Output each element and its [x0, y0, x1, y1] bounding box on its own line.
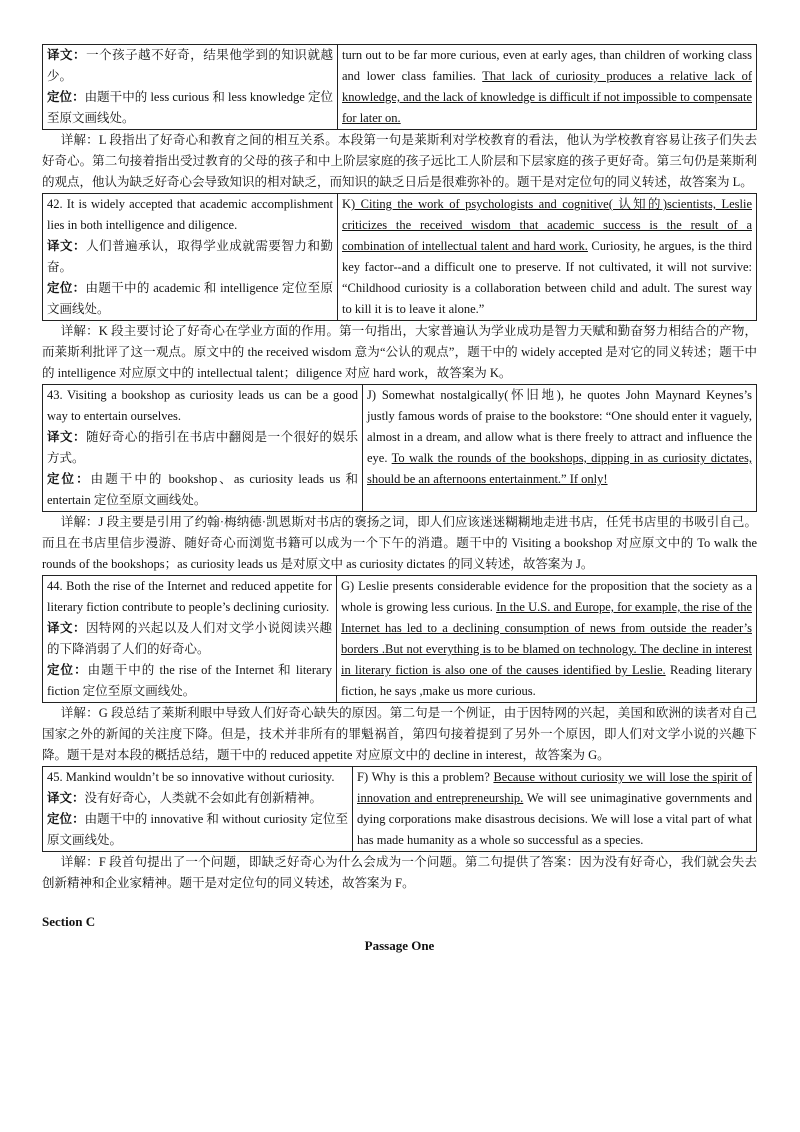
question-table-44	[42, 575, 757, 703]
detail-paragraph	[42, 130, 757, 193]
table-row	[43, 194, 757, 321]
detail-paragraph	[42, 852, 757, 894]
detail-label: 详解：	[60, 324, 99, 338]
translation-text: 人们普遍承认，取得学业成就需要智力和勤奋。	[47, 239, 333, 274]
detail-text: G 段总结了莱斯利眼中导致人们好奇心缺失的原因。第二句是一个例证，由于因特网的兴起，美国和欧洲的读者对自己国家之外的新闻的关注度下降。但是，技术并非所有的罪魁祸首，第四句接着提到了另外一个原因，即人们对文学小说的兴趣下降。题干是对本段的概括总结，题干中的 reduced appetite 对应原文中的 decline in interest，故答案为 G。	[42, 706, 757, 762]
passage-cell	[337, 576, 757, 703]
document-page	[42, 44, 757, 956]
locate-text: 由题干中的 the rise of the Internet 和 literary fiction 定位至原文画线处。	[47, 663, 332, 698]
passage-text: F) Why is this a problem?	[357, 770, 494, 784]
passage-heading: Passage One	[364, 938, 435, 953]
translation-text: 没有好奇心，人类就不会如此有创新精神。	[84, 791, 323, 805]
question-text: 44. Both the rise of the Internet and reduced appetite for literary fiction contribute to people’s declining curiosity.	[47, 579, 332, 614]
table-row	[43, 45, 757, 130]
locate-text: 由题干中的 less curious 和 less knowledge 定位至原文画线处。	[47, 90, 333, 125]
locate-label: 定位：	[47, 472, 91, 486]
table-row	[43, 767, 757, 852]
passage-text: K	[342, 197, 352, 211]
translation-text: 一个孩子越不好奇，结果他学到的知识就越少。	[47, 48, 333, 83]
question-cell	[43, 194, 338, 321]
locate-text: 由题干中的 bookshop、as curiosity leads us 和 entertain 定位至原文画线处。	[47, 472, 358, 507]
section-heading: Section C	[42, 914, 96, 929]
passage-cell	[338, 194, 757, 321]
passage-underlined: That lack of curiosity produces a relative lack of knowledge, and the lack of knowledge is difficult if not impossible to compensate for later on.	[342, 69, 752, 125]
detail-paragraph	[42, 512, 757, 575]
passage-underlined: In the U.S. and Europe, for example, the rise of the Internet has led to a declining consumption of news from outside the reader’s borders .But not everything is to be blamed on technology. The decline in interest in literary fiction is also one of the causes identified by Leslie.	[341, 600, 752, 677]
locate-text: 由题干中的 innovative 和 without curiosity 定位至原文画线处。	[47, 812, 348, 847]
question-text: 45. Mankind wouldn’t be so innovative without curiosity.	[47, 770, 335, 784]
passage-text-after: We will see unimaginative governments and dying corporations make disastrous decisions. We will lose a vital part of what has made humanity as a whole so successful as a species.	[357, 791, 752, 847]
question-cell	[43, 767, 353, 852]
translation-label: 译文：	[47, 239, 87, 253]
passage-text-after: Reading literary fiction, he says ,make us more curious.	[341, 663, 753, 698]
translation-label: 译文：	[47, 430, 86, 444]
passage-underlined: ) Citing the work of psychologists and cognitive( 认知的)scientists, Leslie criticizes the received wisdom that academic success is the result of a combination of intellectual talent and hard work.	[342, 197, 752, 253]
detail-label: 详解：	[60, 706, 99, 720]
locate-label: 定位：	[47, 281, 86, 295]
translation-label: 译文：	[47, 48, 87, 62]
locate-label: 定位：	[47, 90, 85, 104]
detail-text: L 段指出了好奇心和教育之间的相互关系。本段第一句是莱斯利对学校教育的看法，他认为学校教育容易让孩子们失去好奇心。第二句接着指出受过教育的父母的孩子和中上阶层家庭的孩子远比工人阶层和下层家庭的孩子更好奇。第三句仍是莱斯利的观点，他认为缺乏好奇心会导致知识的相对缺乏，而知识的缺乏日后是很难弥补的。题干是对定位句的同义转述，故答案为 L。	[42, 133, 757, 189]
question-table-43	[42, 384, 757, 512]
translation-label: 译文：	[47, 621, 86, 635]
locate-label: 定位：	[47, 812, 85, 826]
table-row	[43, 576, 757, 703]
passage-underlined: To walk the rounds of the bookshops, dipping in as curiosity dictates, should be an afternoons entertainment.” If only!	[367, 451, 752, 486]
detail-label: 详解：	[60, 133, 99, 147]
table-row	[43, 385, 757, 512]
detail-label: 详解：	[60, 855, 99, 869]
question-cell	[43, 45, 338, 130]
detail-paragraph	[42, 321, 757, 384]
detail-paragraph	[42, 703, 757, 766]
passage-cell	[353, 767, 757, 852]
translation-text: 因特网的兴起以及人们对文学小说阅读兴趣的下降消弱了人们的好奇心。	[47, 621, 332, 656]
question-table-45	[42, 766, 757, 852]
passage-text: turn out to be far more curious, even at early ages, than children of working class and lower class families.	[342, 48, 752, 83]
translation-text: 随好奇心的指引在书店中翻阅是一个很好的娱乐方式。	[47, 430, 358, 465]
question-table-41	[42, 44, 757, 130]
question-cell	[43, 576, 337, 703]
detail-text: F 段首句提出了一个问题，即缺乏好奇心为什么会成为一个问题。第二句提供了答案：因为没有好奇心，我们就会失去创新精神和企业家精神。题干是对定位句的同义转述，故答案为 F。	[42, 855, 757, 890]
detail-text: K 段主要讨论了好奇心在学业方面的作用。第一句指出，大家普遍认为学业成功是智力天赋和勤奋努力相结合的产物，而莱斯利批评了这一观点。原文中的 the received wisdom 意为“公认的观点”，题干中的 widely accepted 是对它的同义转述；题干中的 intelligence 对应原文中的 intellectual talent；diligence 对应 hard work，故答案为 K。	[42, 324, 757, 380]
locate-label: 定位：	[47, 663, 88, 677]
passage-cell	[338, 45, 757, 130]
passage-text: J) Somewhat nostalgically(怀旧地), he quotes John Maynard Keynes’s justly famous words of praise to the bookstore: “One should enter it vaguely, almost in a dream, and allow what is there freely to attract and influence the eye.	[367, 388, 752, 465]
question-text: 43. Visiting a bookshop as curiosity leads us can be a good way to entertain ourselves.	[47, 388, 358, 423]
detail-text: J 段主要是引用了约翰·梅纳德·凯恩斯对书店的褒扬之词，即人们应该迷迷糊糊地走进书店，任凭书店里的书吸引自己。而且在书店里信步漫游、随好奇心而浏览书籍可以成为一个下午的消遣。题干中的 Visiting a bookshop 对应原文中的 To walk the rounds of the bookshops；as curiosity leads us 是对原文中 as curiosity dictates 的同义转述，故答案为 J。	[42, 515, 757, 571]
locate-text: 由题干中的 academic 和 intelligence 定位至原文画线处。	[47, 281, 333, 316]
question-text: 42. It is widely accepted that academic accomplishment lies in both intelligence and diligence.	[47, 197, 333, 232]
question-cell	[43, 385, 363, 512]
passage-text: G) Leslie presents considerable evidence for the proposition that the society as a whole is growing less curious.	[341, 579, 752, 614]
detail-label: 详解：	[60, 515, 99, 529]
question-table-42	[42, 193, 757, 321]
passage-underlined: Because without curiosity we will lose the spirit of innovation and entrepreneurship.	[357, 770, 753, 805]
translation-label: 译文：	[47, 791, 85, 805]
passage-text-after: Curiosity, he argues, is the third key factor--and a difficult one to preserve. If not cultivated, it will not survive: “Childhood curiosity is a collaboration between child and adult. The surest way to kill it is to leave it alone.”	[342, 239, 752, 316]
passage-cell	[363, 385, 757, 512]
